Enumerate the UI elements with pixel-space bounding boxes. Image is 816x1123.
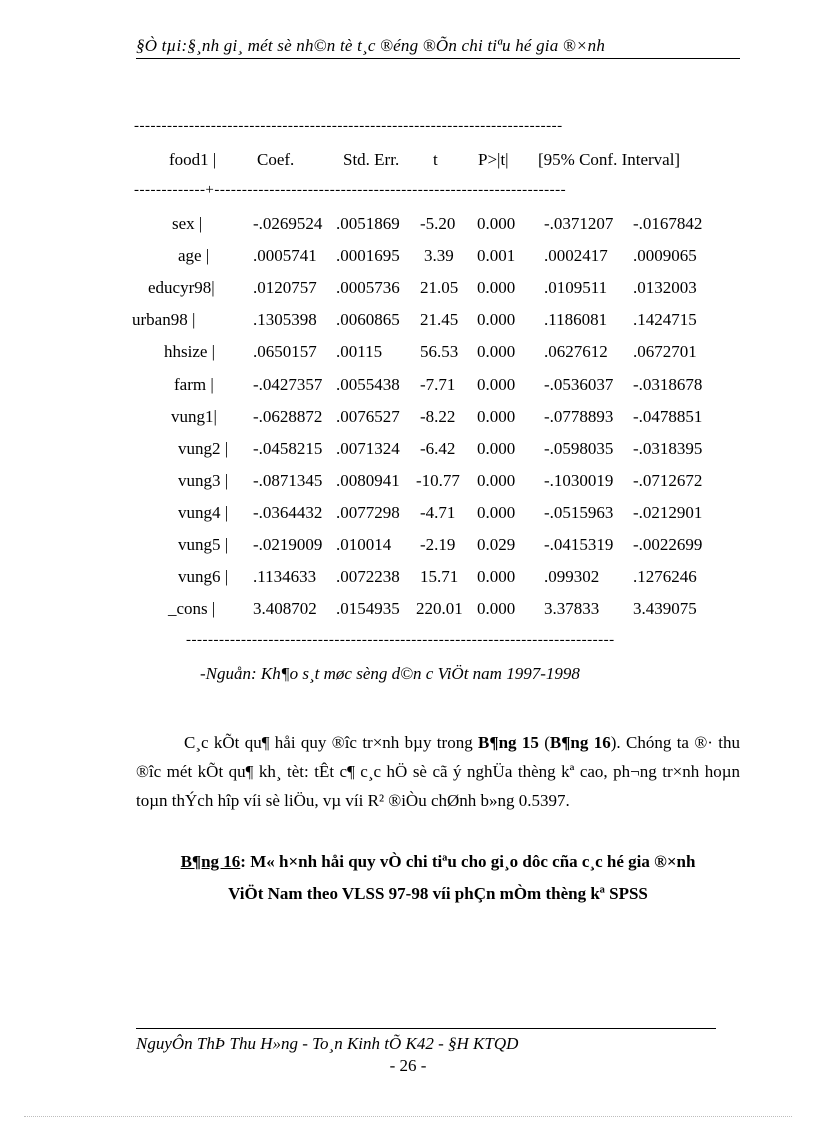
- cell-variable: _cons |: [168, 599, 216, 618]
- cell-lo: .0109511: [544, 278, 608, 297]
- cell-lo: -.0371207: [544, 214, 614, 233]
- cell-se: .00115: [336, 342, 383, 361]
- table-rule-top: ------------------------------------------------------------------------------: [134, 118, 563, 134]
- table-caption-label: B¶ng 16: [180, 852, 241, 871]
- cell-t: 21.05: [420, 278, 459, 297]
- cell-variable: vung4 |: [178, 503, 229, 522]
- cell-hi: .0132003: [633, 278, 697, 297]
- cell-lo: 3.37833: [544, 599, 600, 618]
- cell-hi: .1276246: [633, 567, 697, 586]
- cell-variable: vung1|: [171, 407, 217, 426]
- cell-t: 3.39: [424, 246, 454, 265]
- column-header-var: food1 |: [169, 150, 217, 169]
- cell-t: 21.45: [420, 310, 459, 329]
- cell-se: .010014: [336, 535, 392, 554]
- cell-se: .0051869: [336, 214, 400, 233]
- cell-p: 0.000: [477, 342, 516, 361]
- cell-coef: -.0871345: [253, 471, 323, 490]
- cell-coef: .1134633: [253, 567, 317, 586]
- cell-t: -2.19: [420, 535, 456, 554]
- page-number: - 26 -: [389, 1056, 427, 1075]
- cell-hi: .1424715: [633, 310, 697, 329]
- table-caption-line2: ViÖt Nam theo VLSS 97-98 víi phÇn mÒm thèng kª SPSS: [228, 884, 648, 903]
- cell-coef: -.0458215: [253, 439, 323, 458]
- cell-p: 0.000: [477, 439, 516, 458]
- cell-p: 0.000: [477, 375, 516, 394]
- cell-lo: .0002417: [544, 246, 608, 265]
- cell-variable: educyr98|: [148, 278, 215, 297]
- cell-hi: .0009065: [633, 246, 697, 265]
- cell-variable: vung3 |: [178, 471, 229, 490]
- cell-coef: .0005741: [253, 246, 317, 265]
- cell-hi: -.0167842: [633, 214, 703, 233]
- table-rule-mid: -------------+----------------------------------------------------------------: [134, 182, 567, 198]
- cell-coef: -.0364432: [253, 503, 323, 522]
- cell-p: 0.000: [477, 214, 516, 233]
- column-header-p: P>|t|: [478, 150, 509, 169]
- column-header-coef: Coef.: [257, 150, 295, 169]
- cell-coef: -.0219009: [253, 535, 323, 554]
- table-caption-title: : M« h×nh håi quy vÒ chi tiªu cho gi¸o dôc cña c¸c hé gia ®×nh: [240, 852, 696, 871]
- cell-lo: -.1030019: [544, 471, 614, 490]
- cell-coef: 3.408702: [253, 599, 317, 618]
- cell-lo: .099302: [544, 567, 600, 586]
- cell-t: 220.01: [416, 599, 463, 618]
- cell-t: -8.22: [420, 407, 456, 426]
- cell-t: -5.20: [420, 214, 456, 233]
- cell-lo: -.0598035: [544, 439, 614, 458]
- cell-p: 0.000: [477, 407, 516, 426]
- column-header-se: Std. Err.: [343, 150, 400, 169]
- cell-variable: hhsize |: [164, 342, 216, 361]
- cell-t: -4.71: [420, 503, 456, 522]
- cell-coef: -.0427357: [253, 375, 323, 394]
- cell-variable: vung6 |: [178, 567, 229, 586]
- cell-se: .0055438: [336, 375, 400, 394]
- cell-t: 15.71: [420, 567, 459, 586]
- cell-coef: .0120757: [253, 278, 317, 297]
- cell-lo: .1186081: [544, 310, 608, 329]
- table-reference-15: B¶ng 15: [478, 733, 539, 752]
- cell-variable: age |: [178, 246, 210, 265]
- cell-se: .0005736: [336, 278, 400, 297]
- cell-lo: -.0778893: [544, 407, 614, 426]
- cell-p: 0.000: [477, 503, 516, 522]
- cell-p: 0.000: [477, 310, 516, 329]
- cell-variable: farm |: [174, 375, 214, 394]
- cell-se: .0001695: [336, 246, 400, 265]
- cell-hi: -.0022699: [633, 535, 703, 554]
- cell-lo: -.0536037: [544, 375, 614, 394]
- table-caption-line1: [136, 852, 740, 872]
- page-edge: [24, 1116, 792, 1117]
- paragraph-text-1: C¸c kÕt qu¶ håi quy ®îc tr×nh bµy trong: [184, 733, 479, 752]
- cell-se: .0071324: [336, 439, 400, 458]
- cell-hi: .0672701: [633, 342, 697, 361]
- cell-se: .0072238: [336, 567, 400, 586]
- column-header-t: t: [433, 150, 438, 169]
- cell-t: -10.77: [416, 471, 460, 490]
- cell-t: -7.71: [420, 375, 456, 394]
- paragraph-text-2: (: [538, 733, 550, 752]
- cell-se: .0080941: [336, 471, 400, 490]
- footer-divider: [136, 1028, 716, 1029]
- cell-lo: -.0515963: [544, 503, 614, 522]
- table-rule-bottom: ------------------------------------------------------------------------------: [186, 632, 615, 648]
- cell-p: 0.029: [477, 535, 516, 554]
- cell-se: .0060865: [336, 310, 400, 329]
- body-paragraph: [136, 728, 740, 815]
- page-header: §Ò tµi:§¸nh gi¸ mét sè nh©n tè t¸c ®éng ®Õn chi tiªu hé gia ®×nh: [136, 36, 740, 59]
- footer-author: NguyÔn ThÞ Thu H»ng - To¸n Kinh tÕ K42 - §H KTQD: [136, 1034, 519, 1053]
- cell-lo: .0627612: [544, 342, 608, 361]
- cell-coef: .0650157: [253, 342, 317, 361]
- cell-se: .0076527: [336, 407, 400, 426]
- cell-t: -6.42: [420, 439, 456, 458]
- cell-p: 0.000: [477, 599, 516, 618]
- cell-variable: sex |: [172, 214, 203, 233]
- cell-p: 0.001: [477, 246, 516, 265]
- cell-coef: .1305398: [253, 310, 317, 329]
- cell-hi: -.0318395: [633, 439, 703, 458]
- cell-coef: -.0628872: [253, 407, 323, 426]
- column-header-ci: [95% Conf. Interval]: [538, 150, 681, 169]
- cell-coef: -.0269524: [253, 214, 323, 233]
- cell-p: 0.000: [477, 278, 516, 297]
- table-source: -Nguån: Kh¶o s¸t møc sèng d©n c ViÖt nam 1997-1998: [200, 664, 580, 683]
- cell-hi: 3.439075: [633, 599, 697, 618]
- cell-variable: vung5 |: [178, 535, 229, 554]
- cell-hi: -.0712672: [633, 471, 703, 490]
- cell-p: 0.000: [477, 567, 516, 586]
- cell-se: .0077298: [336, 503, 400, 522]
- cell-variable: urban98 |: [132, 310, 196, 329]
- cell-hi: -.0478851: [633, 407, 703, 426]
- cell-t: 56.53: [420, 342, 459, 361]
- cell-se: .0154935: [336, 599, 400, 618]
- cell-variable: vung2 |: [178, 439, 229, 458]
- cell-hi: -.0318678: [633, 375, 703, 394]
- table-reference-16: B¶ng 16: [549, 733, 611, 752]
- paragraph-text-3: ). Chóng ta ®· thu ®îc mét kÕt qu¶ kh¸ tèt: tÊt c¶ c¸c hÖ sè cã ý nghÜa thèng kª cao, ph¬ng tr×nh hoµn toµn thÝch hîp víi sè liÖu, vµ víi R² ®iÒu chØnh b»ng 0.5397.: [136, 733, 740, 810]
- cell-lo: -.0415319: [544, 535, 614, 554]
- cell-p: 0.000: [477, 471, 516, 490]
- cell-hi: -.0212901: [633, 503, 703, 522]
